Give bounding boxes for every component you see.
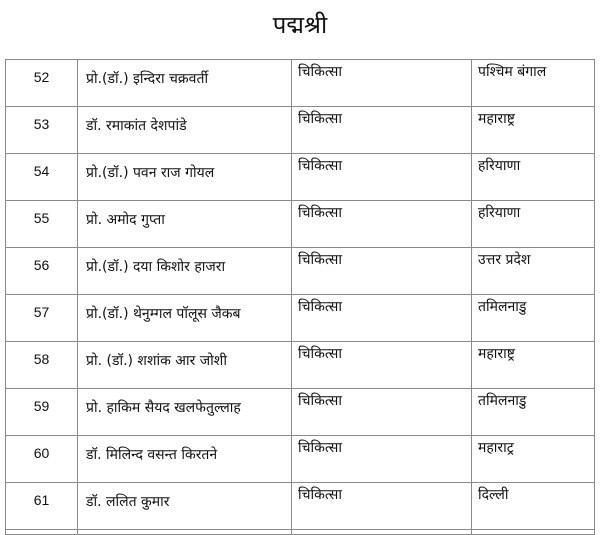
serial-number: 52 <box>6 60 78 107</box>
awardee-name: प्रो.(डॉ.) इन्दिरा चक्रवर्ती <box>78 60 292 107</box>
awardee-name: डॉ. मिलिन्द वसन्त किरतने <box>78 436 292 483</box>
serial-number: 58 <box>6 342 78 389</box>
field-of-work: चिकित्सा <box>292 436 472 483</box>
state-name: हरियाणा <box>472 154 595 201</box>
serial-number: 56 <box>6 248 78 295</box>
field-of-work: चिकित्सा <box>292 342 472 389</box>
field-of-work: चिकित्सा <box>292 248 472 295</box>
state-name: तमिलनाडु <box>472 389 595 436</box>
awardee-name: प्रो. हाकिम सैयद खलफेतुल्लाह <box>78 389 292 436</box>
cell-cut <box>6 530 78 535</box>
state-name: महाराट्र <box>472 436 595 483</box>
serial-number: 53 <box>6 107 78 154</box>
awardee-name: प्रो. अमोद गुप्ता <box>78 201 292 248</box>
serial-number: 54 <box>6 154 78 201</box>
field-of-work: चिकित्सा <box>292 295 472 342</box>
serial-number: 61 <box>6 483 78 530</box>
awardee-name: प्रो.(डॉ.) थेनुम्गल पॉलूस जैकब <box>78 295 292 342</box>
field-of-work: चिकित्सा <box>292 201 472 248</box>
field-of-work: चिकित्सा <box>292 107 472 154</box>
table-row <box>6 342 595 389</box>
field-of-work: चिकित्सा <box>292 154 472 201</box>
serial-number: 55 <box>6 201 78 248</box>
table-row <box>6 60 595 107</box>
awardee-name: डॉ. रमाकांत देशपांडे <box>78 107 292 154</box>
table-row <box>6 154 595 201</box>
cell-cut <box>78 530 292 535</box>
table-row <box>6 248 595 295</box>
table-row <box>6 107 595 154</box>
state-name: दिल्ली <box>472 483 595 530</box>
state-name: तमिलनाडु <box>472 295 595 342</box>
awardee-name: डॉ. ललित कुमार <box>78 483 292 530</box>
field-of-work: चिकित्सा <box>292 60 472 107</box>
awardee-name: प्रो.(डॉ.) पवन राज गोयल <box>78 154 292 201</box>
serial-number: 57 <box>6 295 78 342</box>
table-row <box>6 436 595 483</box>
field-of-work: चिकित्सा <box>292 483 472 530</box>
table-row-cut-off <box>6 530 595 535</box>
state-name: उत्तर प्रदेश <box>472 248 595 295</box>
awardees-table <box>5 59 595 535</box>
state-name: महाराष्ट्र <box>472 342 595 389</box>
state-name: हरियाणा <box>472 201 595 248</box>
table-row <box>6 483 595 530</box>
awardee-name: प्रो.(डॉ.) दया किशोर हाजरा <box>78 248 292 295</box>
table-row <box>6 389 595 436</box>
state-name: महाराष्ट्र <box>472 107 595 154</box>
state-name: पश्चिम बंगाल <box>472 60 595 107</box>
table-row <box>6 201 595 248</box>
awardee-name: प्रो. (डॉ.) शशांक आर जोशी <box>78 342 292 389</box>
page-title: पद्मश्री <box>272 11 328 39</box>
serial-number: 60 <box>6 436 78 483</box>
field-of-work: चिकित्सा <box>292 389 472 436</box>
cell-cut <box>472 530 595 535</box>
cell-cut <box>292 530 472 535</box>
table-row <box>6 295 595 342</box>
serial-number: 59 <box>6 389 78 436</box>
